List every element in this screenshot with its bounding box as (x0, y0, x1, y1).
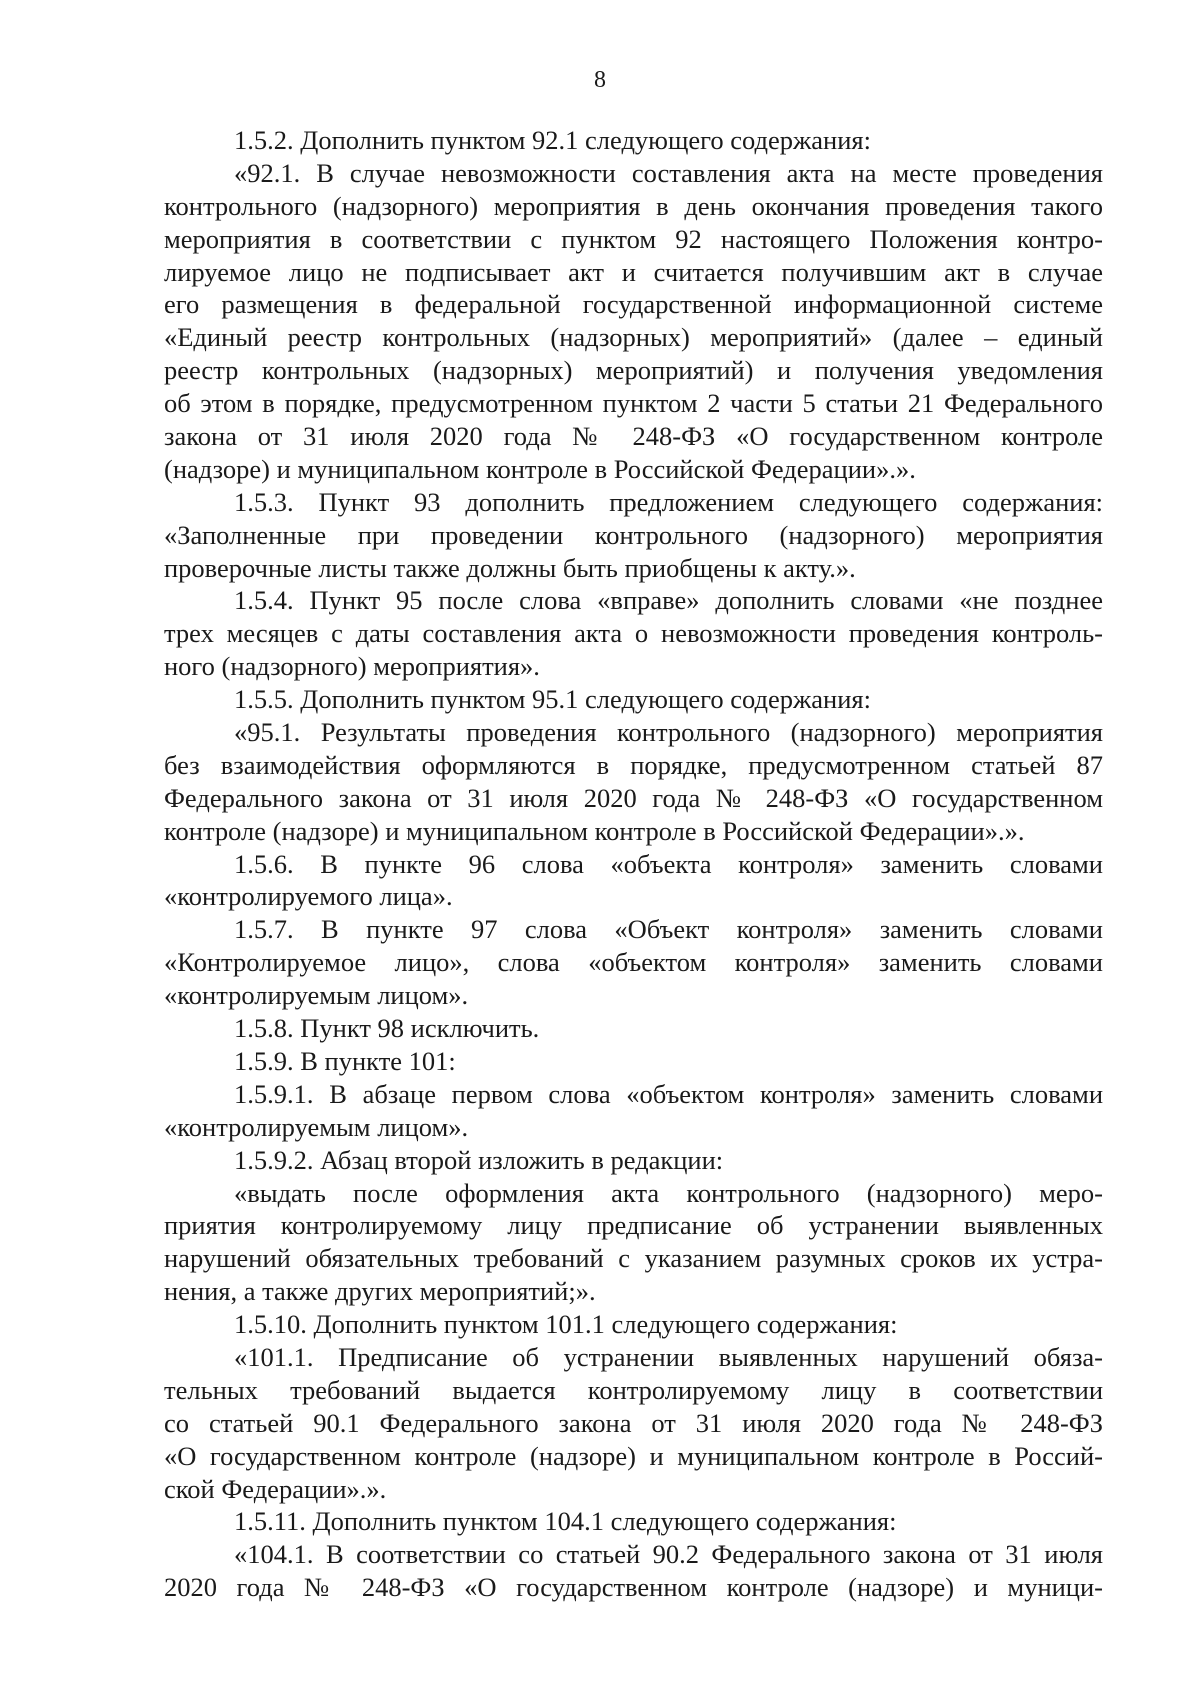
text-line: лируемое лицо не подписывает акт и считается получившим акт в случае (164, 256, 1103, 287)
text-line: 2020 года № 248-ФЗ «О государственном контроле (надзоре) и муници- (164, 1572, 1103, 1603)
text-line: (надзоре) и муниципальном контроле в Российской Федерации».». (164, 453, 916, 484)
text-line: ного (надзорного) мероприятия». (164, 651, 540, 682)
text-line: нарушений обязательных требований с указанием разумных сроков их устра- (164, 1243, 1103, 1274)
text-line: 1.5.7. В пункте 97 слова «Объект контроля» заменить словами (234, 914, 1103, 945)
text-line: контроле (надзоре) и муниципальном контроле в Российской Федерации».». (164, 815, 1025, 846)
text-line: «92.1. В случае невозможности составления акта на месте проведения (234, 157, 1103, 188)
text-line: контрольного (надзорного) мероприятия в день окончания проведения такого (164, 190, 1103, 221)
text-line: 1.5.9.1. В абзаце первом слова «объектом контроля» заменить словами (234, 1078, 1103, 1109)
text-line: закона от 31 июля 2020 года № 248-ФЗ «О государственном контроле (164, 421, 1103, 452)
text-line: «контролируемого лица». (164, 881, 453, 912)
text-line: «выдать после оформления акта контрольного (надзорного) меро- (234, 1177, 1103, 1208)
text-line: 1.5.2. Дополнить пунктом 92.1 следующего содержания: (234, 125, 871, 155)
text-line: «контролируемым лицом». (164, 980, 469, 1011)
text-line: тельных требований выдается контролируемому лицу в соответствии (164, 1374, 1103, 1405)
text-line: 1.5.10. Дополнить пунктом 101.1 следующего содержания: (234, 1309, 898, 1340)
text-line: 1.5.11. Дополнить пунктом 104.1 следующего содержания: (234, 1506, 897, 1537)
text-line: 1.5.4. Пункт 95 после слова «вправе» дополнить словами «не позднее (234, 585, 1103, 616)
document-body (164, 124, 1103, 1604)
text-line: 1.5.8. Пункт 98 исключить. (234, 1013, 540, 1044)
text-line: приятия контролируемому лицу предписание об устранении выявленных (164, 1210, 1103, 1241)
text-line: «95.1. Результаты проведения контрольного (надзорного) мероприятия (234, 717, 1103, 748)
text-line: «О государственном контроле (надзоре) и муниципальном контроле в Россий- (164, 1440, 1103, 1471)
text-line: «контролируемым лицом». (164, 1111, 469, 1142)
text-line: 1.5.9. В пункте 101: (234, 1045, 456, 1076)
text-line: 1.5.5. Дополнить пунктом 95.1 следующего содержания: (234, 684, 871, 715)
text-line: проверочные листы также должны быть приобщены к акту.». (164, 552, 856, 583)
page-number: 8 (594, 67, 606, 93)
text-line: «Единый реестр контрольных (надзорных) мероприятий» (далее – единый (164, 322, 1103, 353)
text-line: Федерального закона от 31 июля 2020 года № 248-ФЗ «О государственном (164, 782, 1103, 813)
text-line: его размещения в федеральной государственной информационной системе (164, 289, 1103, 320)
text-line: 1.5.3. Пункт 93 дополнить предложением следующего содержания: (234, 486, 1103, 517)
text-line: ской Федерации».». (164, 1473, 387, 1504)
text-line: 1.5.6. В пункте 96 слова «объекта контроля» заменить словами (234, 848, 1103, 879)
text-line: «101.1. Предписание об устранении выявленных нарушений обяза- (234, 1341, 1103, 1372)
text-line: без взаимодействия оформляются в порядке, предусмотренном статьей 87 (164, 749, 1103, 780)
text-line: нения, а также других мероприятий;». (164, 1276, 596, 1307)
text-line: «Заполненные при проведении контрольного (надзорного) мероприятия (164, 519, 1103, 550)
text-line: об этом в порядке, предусмотренном пунктом 2 части 5 статьи 21 Федерального (164, 388, 1103, 419)
text-line: трех месяцев с даты составления акта о невозможности проведения контроль- (164, 618, 1103, 649)
text-line: реестр контрольных (надзорных) мероприятий) и получения уведомления (164, 355, 1103, 386)
text-line: «104.1. В соответствии со статьей 90.2 Федерального закона от 31 июля (234, 1539, 1103, 1570)
text-line: мероприятия в соответствии с пунктом 92 настоящего Положения контро- (164, 223, 1103, 254)
text-line: со статьей 90.1 Федерального закона от 31 июля 2020 года № 248-ФЗ (164, 1407, 1103, 1438)
text-line: 1.5.9.2. Абзац второй изложить в редакции: (234, 1144, 724, 1175)
text-line: «Контролируемое лицо», слова «объектом контроля» заменить словами (164, 947, 1103, 978)
